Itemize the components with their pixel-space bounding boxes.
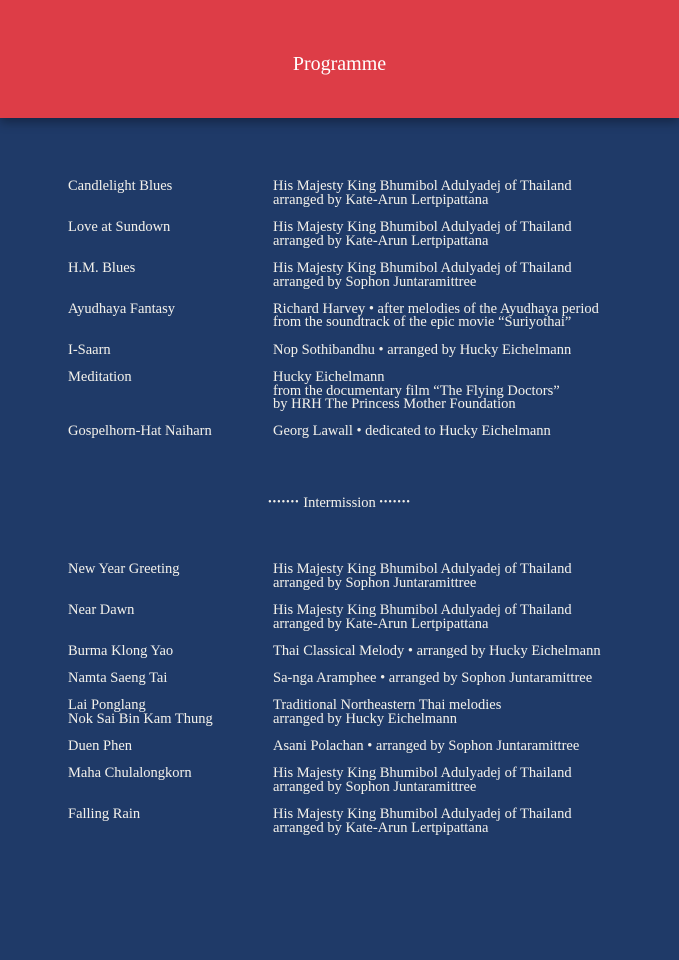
credit-line: Hucky Eichelmann — [273, 368, 385, 385]
credit-line: His Majesty King Bhumibol Adulyadej of Thailand — [273, 601, 572, 618]
piece-title-line: Maha Chulalongkorn — [68, 765, 192, 782]
piece-credits — [273, 699, 648, 726]
piece-credits — [273, 218, 648, 249]
programme-part-1 — [68, 180, 648, 453]
piece-title-line: Meditation — [68, 368, 132, 385]
piece-title — [68, 767, 273, 794]
piece-title — [68, 601, 273, 631]
piece-title-line: Candlelight Blues — [68, 178, 173, 194]
programme-item — [68, 699, 648, 726]
credit-line: arranged by Sophon Juntaramittree — [273, 779, 477, 796]
page-title: Programme — [292, 53, 387, 75]
credit-line: His Majesty King Bhumibol Adulyadej of Thailand — [273, 218, 572, 235]
piece-credits — [273, 180, 648, 207]
piece-credits — [273, 300, 648, 331]
credit-line: arranged by Sophon Juntaramittree — [273, 574, 477, 591]
credit-line: Georg Lawall • dedicated to Hucky Eichelmann — [273, 423, 551, 440]
piece-title-line: Near Dawn — [68, 601, 135, 618]
intermission-dots-left: ••••••• — [268, 497, 300, 508]
piece-title — [68, 300, 273, 330]
piece-title — [68, 368, 273, 412]
piece-title-line: Falling Rain — [68, 806, 141, 823]
programme-item — [68, 601, 648, 632]
programme-item — [68, 740, 648, 754]
credit-line: His Majesty King Bhumibol Adulyadej of Thailand — [273, 806, 572, 823]
credit-line: arranged by Kate-Arun Lertpipattana — [273, 191, 489, 208]
credit-line: by HRH The Princess Mother Foundation — [273, 396, 516, 413]
piece-title-line: Duen Phen — [68, 738, 133, 755]
programme-item — [68, 368, 648, 413]
programme-item — [68, 767, 648, 794]
piece-credits — [273, 767, 648, 794]
piece-title — [68, 563, 273, 590]
piece-title — [68, 699, 273, 726]
programme-item — [68, 300, 648, 331]
programme-item — [68, 642, 648, 659]
piece-title-line: H.M. Blues — [68, 259, 136, 276]
credit-line: His Majesty King Bhumibol Adulyadej of Thailand — [273, 259, 572, 276]
piece-title — [68, 740, 273, 754]
credit-line: arranged by Sophon Juntaramittree — [273, 273, 477, 290]
piece-title — [68, 341, 273, 358]
piece-title — [68, 259, 273, 289]
intermission — [0, 495, 679, 512]
programme-item — [68, 563, 648, 590]
credit-line: Nop Sothibandhu • arranged by Hucky Eichelmann — [273, 341, 572, 358]
piece-credits — [273, 368, 648, 413]
intermission-label: Intermission — [303, 495, 376, 511]
piece-title-line: Lai Ponglang — [68, 697, 146, 714]
piece-title — [68, 642, 273, 659]
credit-line: arranged by Kate-Arun Lertpipattana — [273, 232, 489, 249]
credit-line: Asani Polachan • arranged by Sophon Juntaramittree — [273, 738, 580, 755]
credit-line: arranged by Kate-Arun Lertpipattana — [273, 615, 489, 632]
credit-line: arranged by Hucky Eichelmann — [273, 710, 457, 727]
piece-title — [68, 218, 273, 248]
programme-item — [68, 672, 648, 686]
piece-credits — [273, 341, 648, 358]
credit-line: from the soundtrack of the epic movie “Suriyothai” — [273, 314, 572, 331]
intermission-dots-right: ••••••• — [379, 497, 411, 508]
programme-item — [68, 259, 648, 290]
piece-credits — [273, 601, 648, 632]
programme-item — [68, 218, 648, 249]
piece-credits — [273, 740, 648, 754]
credit-line: Sa-nga Aramphee • arranged by Sophon Juntaramittree — [273, 670, 593, 687]
piece-credits — [273, 425, 648, 439]
piece-title-line: Gospelhorn-Hat Naiharn — [68, 423, 212, 440]
piece-credits — [273, 563, 648, 590]
credit-line: His Majesty King Bhumibol Adulyadej of Thailand — [273, 765, 572, 782]
credit-line: from the documentary film “The Flying Doctors” — [273, 382, 560, 399]
piece-credits — [273, 672, 648, 686]
piece-title — [68, 672, 273, 686]
piece-title-line: Nok Sai Bin Kam Thung — [68, 710, 213, 727]
piece-title — [68, 180, 273, 207]
piece-title-line: Namta Saeng Tai — [68, 670, 168, 687]
piece-title-line: Burma Klong Yao — [68, 642, 174, 659]
piece-title-line: I-Saarn — [68, 341, 111, 358]
piece-credits — [273, 808, 648, 835]
credit-line: Traditional Northeastern Thai melodies — [273, 697, 502, 714]
programme-item — [68, 808, 648, 835]
credit-line: arranged by Kate-Arun Lertpipattana — [273, 819, 489, 836]
credit-line: His Majesty King Bhumibol Adulyadej of Thailand — [273, 561, 572, 577]
programme-part-2 — [68, 563, 648, 849]
piece-credits — [273, 259, 648, 290]
programme-item — [68, 425, 648, 439]
credit-line: Richard Harvey • after melodies of the Ayudhaya period — [273, 300, 599, 317]
credit-line: His Majesty King Bhumibol Adulyadej of Thailand — [273, 178, 572, 194]
piece-credits — [273, 642, 648, 659]
piece-title-line: Ayudhaya Fantasy — [68, 300, 175, 317]
piece-title — [68, 808, 273, 835]
piece-title — [68, 425, 273, 439]
piece-title-line: Love at Sundown — [68, 218, 171, 235]
programme-item — [68, 180, 648, 207]
header-band — [0, 0, 679, 118]
programme-item — [68, 341, 648, 358]
credit-line: Thai Classical Melody • arranged by Hucky Eichelmann — [273, 642, 601, 659]
piece-title-line: New Year Greeting — [68, 561, 180, 577]
